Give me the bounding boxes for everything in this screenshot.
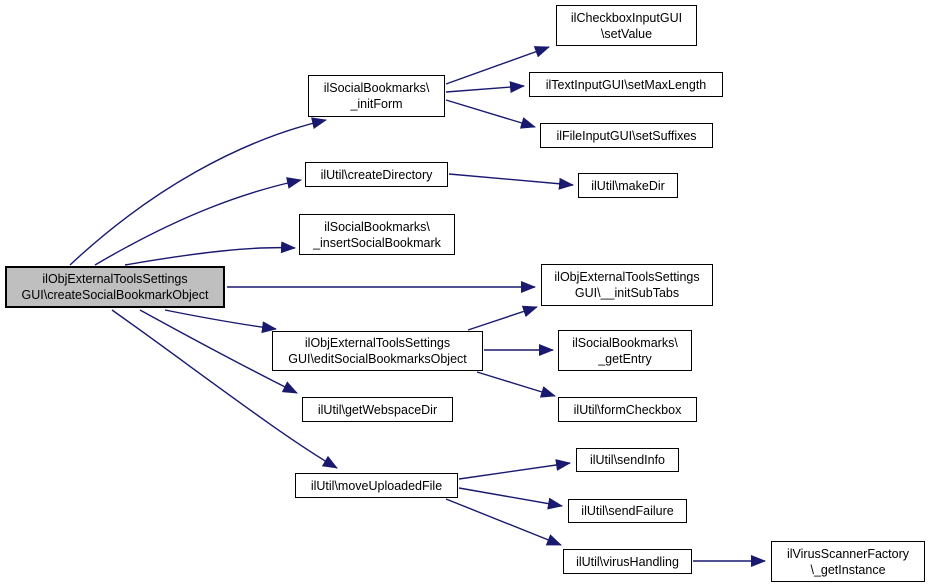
node-label-line: ilUtil\sendInfo [589, 453, 666, 467]
call-edge-initForm-to-setMaxLength [446, 86, 524, 92]
node-label-line: ilTextInputGUI\setMaxLength [545, 77, 707, 92]
call-edge-createSocialBookmarkObject-to-insertSocialBookmark [125, 248, 295, 265]
call-edge-moveUploadedFile-to-sendInfo [459, 463, 570, 479]
graph-node-moveUploadedFile[interactable] [295, 473, 458, 498]
call-edge-initForm-to-setSuffixes [446, 100, 535, 127]
call-edge-createSocialBookmarkObject-to-editSocialBookmarksObject [165, 310, 276, 329]
graph-node-createSocialBookmarkObject [5, 266, 225, 308]
node-label-line: _initForm [350, 97, 403, 111]
node-label-line: ilUtil\sendFailure [581, 504, 674, 518]
node-label-line: ilSocialBookmarks\ [572, 335, 678, 350]
call-edge-moveUploadedFile-to-virusHandling [446, 499, 561, 545]
graph-node-sendInfo[interactable] [576, 448, 679, 472]
node-label-line: ilCheckboxInputGUI [570, 10, 683, 25]
node-label-line: GUI\editSocialBookmarksObject [288, 352, 467, 366]
node-label-line: ilSocialBookmarks\ [323, 81, 430, 95]
graph-node-editSocialBookmarksObject[interactable] [272, 331, 483, 371]
node-label-line: ilUtil\formCheckbox [573, 402, 682, 417]
graph-node-getWebspaceDir[interactable] [302, 397, 453, 422]
call-edge-editSocialBookmarksObject-to-formCheckbox [477, 372, 555, 396]
node-label-line: \setValue [600, 26, 653, 41]
call-edge-createSocialBookmarkObject-to-createDirectory [95, 180, 301, 265]
graph-node-setSuffixes[interactable] [540, 123, 713, 148]
graph-node-getEntry[interactable] [558, 330, 692, 371]
graph-node-getInstance[interactable] [771, 541, 925, 582]
node-label-line: ilUtil\getWebspaceDir [317, 402, 438, 417]
graph-node-initForm[interactable] [308, 75, 445, 117]
node-label-line: _insertSocialBookmark [313, 235, 441, 250]
graph-node-createDirectory[interactable] [305, 162, 448, 187]
node-label-line: _getEntry [598, 351, 652, 366]
graph-node-setMaxLength[interactable] [529, 72, 723, 97]
node-label-line: ilUtil\makeDir [591, 178, 665, 193]
node-label-line: ilVirusScannerFactory [786, 546, 910, 561]
call-edge-moveUploadedFile-to-sendFailure [459, 488, 562, 506]
node-label-line: ilUtil\moveUploadedFile [310, 478, 443, 493]
node-label-line: \_getInstance [810, 562, 886, 577]
node-label-line: GUI\createSocialBookmarkObject [21, 288, 209, 302]
node-label-line: ilObjExternalToolsSettings [304, 336, 451, 350]
graph-node-sendFailure[interactable] [568, 499, 687, 523]
node-label-line: ilObjExternalToolsSettings [554, 270, 700, 284]
node-label-line: ilUtil\virusHandling [576, 554, 679, 569]
graph-node-formCheckbox[interactable] [558, 397, 697, 422]
node-label-line: ilFileInputGUI\setSuffixes [556, 128, 697, 143]
graph-node-setValue[interactable] [556, 5, 697, 46]
graph-node-virusHandling[interactable] [563, 549, 692, 574]
call-edge-createDirectory-to-makeDir [449, 174, 573, 185]
graph-node-makeDir[interactable] [578, 173, 678, 198]
node-label-line: GUI\__initSubTabs [574, 286, 680, 300]
call-edge-createSocialBookmarkObject-to-initForm [70, 120, 326, 265]
node-label-line: ilObjExternalToolsSettings [42, 272, 188, 286]
graph-node-insertSocialBookmark[interactable] [299, 214, 455, 255]
call-edge-editSocialBookmarksObject-to-initSubTabs [468, 307, 537, 330]
node-label-line: ilSocialBookmarks\ [324, 219, 430, 234]
node-label-line: ilUtil\createDirectory [320, 167, 433, 182]
graph-node-initSubTabs[interactable] [541, 264, 713, 306]
